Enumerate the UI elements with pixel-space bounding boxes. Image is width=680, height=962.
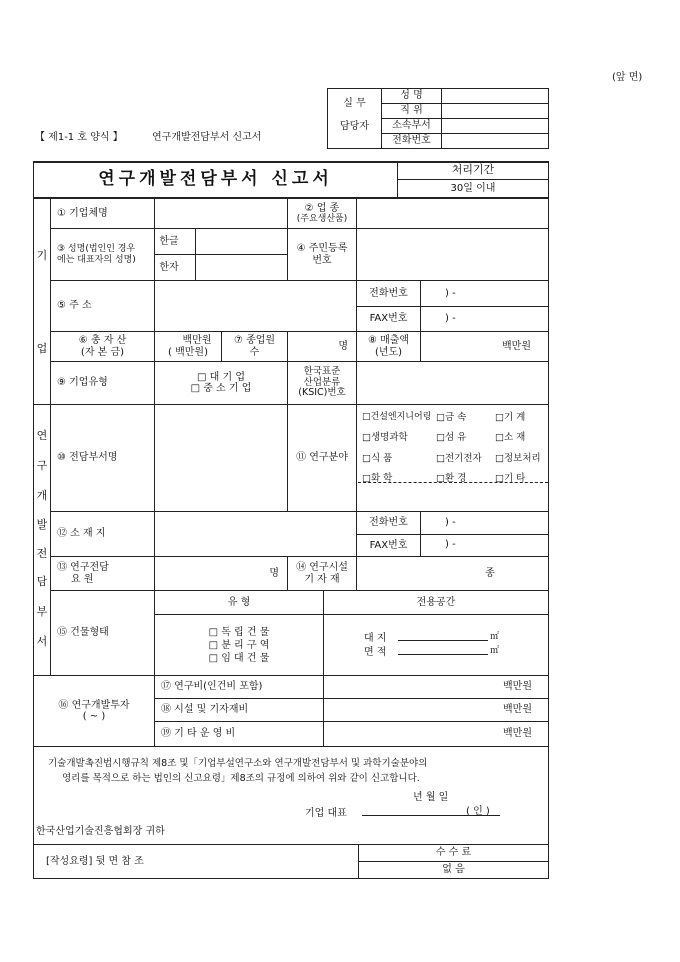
- page-side-label: (앞 면): [612, 72, 643, 83]
- company-phone-label: 전화번호: [369, 287, 408, 299]
- contact-label: 담당자: [340, 121, 369, 133]
- contact-field-position: 직 위: [400, 105, 423, 117]
- location-label: ⑫ 소 재 지: [57, 528, 106, 540]
- form-name: 연구개발전담부서 신고서: [152, 132, 262, 143]
- building-type-options[interactable]: [155, 615, 323, 675]
- building-option-separate[interactable]: □ 분 리 구 역: [208, 639, 270, 651]
- investment-other-cost: ⑲ 기 타 운 영 비: [161, 728, 236, 740]
- field-option[interactable]: □금 속: [436, 412, 467, 423]
- fee-label: 수 수 료: [435, 847, 472, 859]
- company-name-label: ① 기업체명: [57, 207, 108, 219]
- rep-name-label: ③ 성명(법인인 경우 에는 대표자의 성명): [57, 244, 136, 265]
- form-number: 【 제1-1 호 양식 】: [35, 132, 123, 143]
- declaration-text: 영리를 목적으로 하는 법인의 신고요령」제8조의 규정에 의하여 위와 같이 신고합니다.: [62, 773, 420, 784]
- sales-label: ⑧ 매출액 (년도): [367, 335, 410, 358]
- investment-unit: 백만원: [503, 704, 532, 716]
- building-type-header: 유 형: [227, 596, 251, 608]
- research-field-label: ⑪ 연구분야: [296, 452, 348, 464]
- industry-label: ② 업 종 (주요생산품): [296, 202, 348, 225]
- address-label: ⑤ 주 소: [57, 300, 92, 312]
- contact-field-phone: 전화번호: [392, 135, 431, 147]
- space-header: 전용공간: [416, 596, 456, 608]
- recipient: 한국산업기술진흥협회장 귀하: [36, 826, 165, 837]
- research-staff-unit: 명: [269, 567, 279, 579]
- equipment-label: ⑭ 연구시설 기 자 재: [296, 562, 348, 585]
- declaration-date: 년 월 일: [413, 792, 449, 803]
- field-option[interactable]: □환 경: [436, 473, 467, 484]
- ksic-label: 한국표준 산업분류 (KSIC)번호: [298, 365, 346, 399]
- declaration-text: 기술개발촉진법시행규칙 제8조 및「기업부설연구소와 연구개발전담부서 및 과학기술분야의: [48, 758, 428, 769]
- korean-name-label: 한글: [159, 235, 179, 247]
- company-phone-value: ) -: [445, 288, 456, 299]
- contact-label: 실 무: [343, 98, 366, 110]
- hanja-name-label: 한자: [159, 261, 179, 273]
- investment-unit: 백만원: [503, 728, 532, 740]
- field-option[interactable]: □전기전자: [436, 453, 482, 464]
- investment-label: ⑯ 연구개발투자 ( ~ ): [58, 699, 130, 722]
- total-assets-label: ⑥ 총 자 산 (자 본 금): [78, 335, 127, 358]
- equipment-unit: 종: [485, 567, 495, 579]
- company-type-options[interactable]: [155, 362, 287, 404]
- building-option-standalone[interactable]: □ 독 립 건 물: [208, 626, 270, 638]
- rnd-phone-label: 전화번호: [369, 517, 408, 529]
- field-option[interactable]: □기 타: [495, 473, 526, 484]
- investment-unit: 백만원: [503, 681, 532, 693]
- field-option[interactable]: □기 계: [495, 412, 526, 423]
- rnd-fax-value: ) -: [445, 539, 456, 550]
- rep-label: 기업 대표: [305, 808, 347, 819]
- research-staff-label: ⑬ 연구전담 요 원: [57, 562, 109, 585]
- type-option-large[interactable]: □ 대 기 업: [197, 371, 245, 383]
- instructions: [작성요령] 뒷 면 참 조: [46, 855, 144, 867]
- processing-label: 처리기간: [451, 163, 495, 177]
- field-option[interactable]: □섬 유: [436, 432, 467, 443]
- rnd-fax-label: FAX번호: [369, 539, 408, 551]
- contact-field-dept: 소속부서: [392, 120, 431, 132]
- company-fax-label: FAX번호: [369, 313, 408, 325]
- form-title: 연구개발전담부서 신고서: [98, 169, 333, 190]
- contact-field-name: 성 명: [400, 90, 423, 102]
- processing-value: 30일 이내: [450, 182, 496, 194]
- employees-label: ⑦ 종업원 수: [233, 335, 276, 358]
- company-fax-value: ) -: [445, 313, 456, 324]
- investment-research-cost: ⑰ 연구비(인건비 포함): [161, 681, 263, 693]
- field-option[interactable]: □생명과학: [362, 432, 408, 443]
- building-label: ⑮ 건물형태: [57, 627, 109, 639]
- resident-no-label: ④ 주민등록 번호: [296, 243, 348, 266]
- building-option-rented[interactable]: □ 임 대 건 물: [208, 652, 270, 664]
- rnd-phone-value: ) -: [445, 517, 456, 528]
- investment-facility-cost: ⑱ 시설 및 기자재비: [161, 704, 249, 716]
- company-type-label: ⑨ 기업유형: [57, 377, 108, 389]
- field-option[interactable]: □식 품: [362, 453, 393, 464]
- sales-unit: 백만원: [502, 340, 531, 352]
- field-option[interactable]: □화 학: [362, 473, 393, 484]
- field-option[interactable]: □정보처리: [495, 453, 541, 464]
- field-option[interactable]: □건설엔지니어링: [362, 412, 432, 422]
- field-option[interactable]: □소 재: [495, 432, 526, 443]
- fee-value: 없 음: [442, 864, 465, 876]
- total-assets-unit: 백만원 ( 백만원): [168, 335, 212, 358]
- dept-name-label: ⑩ 전담부서명: [57, 452, 118, 464]
- seal-mark: ( 인 ): [466, 806, 490, 817]
- employees-unit: 명: [338, 340, 348, 352]
- type-option-sme[interactable]: □ 중 소 기 업: [190, 383, 252, 394]
